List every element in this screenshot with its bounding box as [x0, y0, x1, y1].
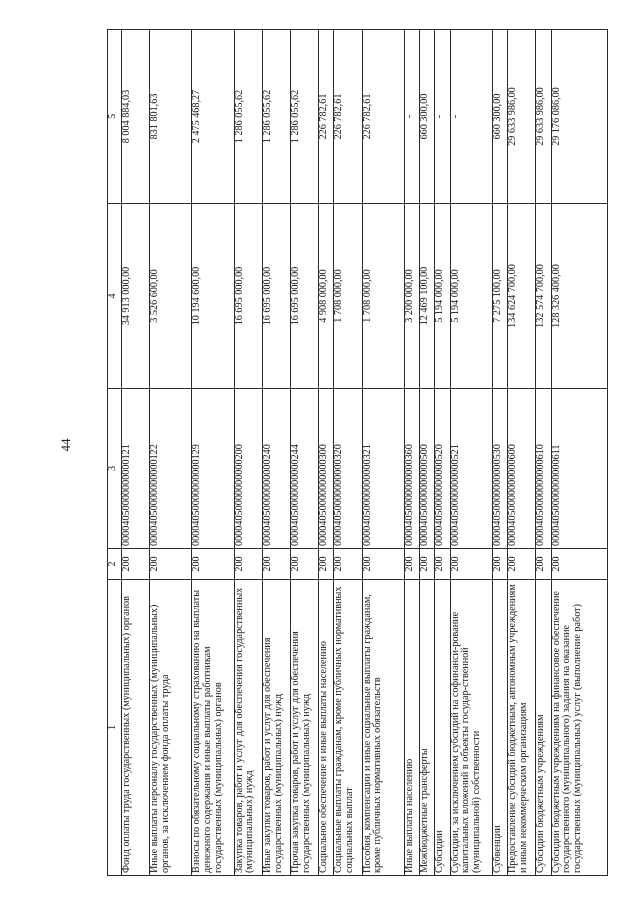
row-glava: 200	[551, 549, 607, 580]
row-plan: 4 908 000,00	[319, 204, 334, 389]
row-glava: 200	[536, 549, 551, 580]
table-row	[435, 30, 450, 876]
row-glava: 200	[122, 549, 150, 580]
row-plan: 5 194 000,00	[435, 204, 450, 389]
column-number-row	[108, 30, 122, 876]
row-plan: 16 695 000,00	[262, 204, 290, 389]
row-fact: 1 286 055,62	[262, 30, 290, 204]
table-row	[192, 30, 234, 876]
row-fact: 226 782,61	[362, 30, 404, 204]
column-number: 1	[108, 580, 122, 876]
table-row	[551, 30, 607, 876]
row-code: 00004050000000000122	[150, 389, 192, 549]
table-row	[450, 30, 492, 876]
row-code: 00004050000000000244	[291, 389, 319, 549]
row-name: Иные закупки товаров, работ и услуг для обеспечения государственных (муниципальных) нужд	[262, 580, 290, 876]
row-fact: 1 286 055,62	[291, 30, 319, 204]
table-row	[234, 30, 262, 876]
budget-execution-table	[107, 29, 608, 876]
table-row	[404, 30, 419, 876]
row-code: 00004050000000000200	[234, 389, 262, 549]
row-plan: 16 695 000,00	[234, 204, 262, 389]
row-name: Предоставление субсидий бюджетным, автономным учреждениям и иным некоммерческим организациям	[508, 580, 536, 876]
table-row	[262, 30, 290, 876]
row-name: Иные выплаты населению	[404, 580, 419, 876]
row-glava: 200	[492, 549, 507, 580]
row-name: Субсидии бюджетным учреждениям	[536, 580, 551, 876]
row-fact: 1 286 055,62	[234, 30, 262, 204]
row-glava: 200	[262, 549, 290, 580]
row-glava: 200	[404, 549, 419, 580]
table-row	[492, 30, 507, 876]
table-row	[362, 30, 404, 876]
row-name: Иные выплаты персоналу государственных (муниципальных) органов, за исключением фонда оплаты труда	[150, 580, 192, 876]
row-name: Субсидии, за исключением субсидий на софинанси-рование капитальных вложений в объекты государ-ственной (муниципальной) собственности	[450, 580, 492, 876]
row-glava: 200	[150, 549, 192, 580]
row-fact: 660 300,00	[420, 30, 435, 204]
row-name: Субвенции	[492, 580, 507, 876]
row-name: Прочая закупка товаров, работ и услуг для обеспечения государственных (муниципальных) нужд	[291, 580, 319, 876]
row-fact: 29 633 986,00	[536, 30, 551, 204]
row-name: Социальное обеспечение и иные выплаты населению	[319, 580, 334, 876]
row-plan: 16 695 000,00	[291, 204, 319, 389]
row-name: Фонд оплаты труда государственных (муниципальных) органов	[122, 580, 150, 876]
table-row	[122, 30, 150, 876]
row-glava: 200	[362, 549, 404, 580]
row-plan: 34 913 000,00	[122, 204, 150, 389]
row-code: 00004050000000000300	[319, 389, 334, 549]
row-plan: 1 708 000,00	[334, 204, 362, 389]
column-number: 2	[108, 549, 122, 580]
row-code: 00004050000000000320	[334, 389, 362, 549]
row-glava: 200	[508, 549, 536, 580]
row-glava: 200	[435, 549, 450, 580]
row-fact: 226 782,61	[319, 30, 334, 204]
row-glava: 200	[192, 549, 234, 580]
row-plan: 12 469 100,00	[420, 204, 435, 389]
row-code: 00004050000000000129	[192, 389, 234, 549]
row-name: Субсидии	[435, 580, 450, 876]
column-number: 3	[108, 389, 122, 549]
row-name: Субсидии бюджетным учреждениям на финансовое обеспечение государственного (муниципального) задания на оказание государственных (муниципальных) услуг (выполнение работ)	[551, 580, 607, 876]
row-glava: 200	[334, 549, 362, 580]
column-number: 5	[108, 30, 122, 204]
row-code: 00004050000000000360	[404, 389, 419, 549]
row-code: 00004050000000000521	[450, 389, 492, 549]
row-fact: -	[404, 30, 419, 204]
page-number: 44	[58, 438, 73, 452]
row-fact: 831 801,63	[150, 30, 192, 204]
row-glava: 200	[291, 549, 319, 580]
table-row	[150, 30, 192, 876]
row-code: 00004050000000000500	[420, 389, 435, 549]
column-number: 4	[108, 204, 122, 389]
row-fact: 29 176 086,00	[551, 30, 607, 204]
row-plan: 132 574 700,00	[536, 204, 551, 389]
row-plan: 128 326 400,00	[551, 204, 607, 389]
row-plan: 3 200 000,00	[404, 204, 419, 389]
row-fact: 660 300,00	[492, 30, 507, 204]
row-code: 00004050000000000611	[551, 389, 607, 549]
row-code: 00004050000000000121	[122, 389, 150, 549]
row-fact: 226 782,61	[334, 30, 362, 204]
row-plan: 5 194 000,00	[450, 204, 492, 389]
row-fact: 29 633 986,00	[508, 30, 536, 204]
row-plan: 134 624 700,00	[508, 204, 536, 389]
row-plan: 7 275 100,00	[492, 204, 507, 389]
row-code: 00004050000000000530	[492, 389, 507, 549]
table-row	[291, 30, 319, 876]
row-fact: 2 475 468,27	[192, 30, 234, 204]
row-name: Взносы по обязательному социальному страхованию на выплаты денежного содержания и иные выплаты работникам государственных (муниципальных) органов	[192, 580, 234, 876]
row-code: 00004050000000000600	[508, 389, 536, 549]
table-row	[334, 30, 362, 876]
row-fact: -	[435, 30, 450, 204]
row-code: 00004050000000000321	[362, 389, 404, 549]
row-name: Закупка товаров, работ и услуг для обеспечения государственных (муниципальных) нужд	[234, 580, 262, 876]
row-code: 00004050000000000520	[435, 389, 450, 549]
row-name: Пособия, компенсации и иные социальные выплаты гражданам, кроме публичных нормативных обязательств	[362, 580, 404, 876]
row-glava: 200	[319, 549, 334, 580]
table-row	[536, 30, 551, 876]
row-glava: 200	[420, 549, 435, 580]
row-fact: 8 004 884,03	[122, 30, 150, 204]
rotated-page-content	[107, 30, 608, 876]
table-row	[420, 30, 435, 876]
table-row	[508, 30, 536, 876]
row-name: Социальные выплаты гражданам, кроме публичных нормативных социальных выплат	[334, 580, 362, 876]
row-plan: 1 708 000,00	[362, 204, 404, 389]
row-plan: 10 194 600,00	[192, 204, 234, 389]
row-fact: -	[450, 30, 492, 204]
table-row	[319, 30, 334, 876]
row-code: 00004050000000000610	[536, 389, 551, 549]
row-code: 00004050000000000240	[262, 389, 290, 549]
row-plan: 3 526 600,00	[150, 204, 192, 389]
row-name: Межбюджетные трансферты	[420, 580, 435, 876]
row-glava: 200	[450, 549, 492, 580]
row-glava: 200	[234, 549, 262, 580]
